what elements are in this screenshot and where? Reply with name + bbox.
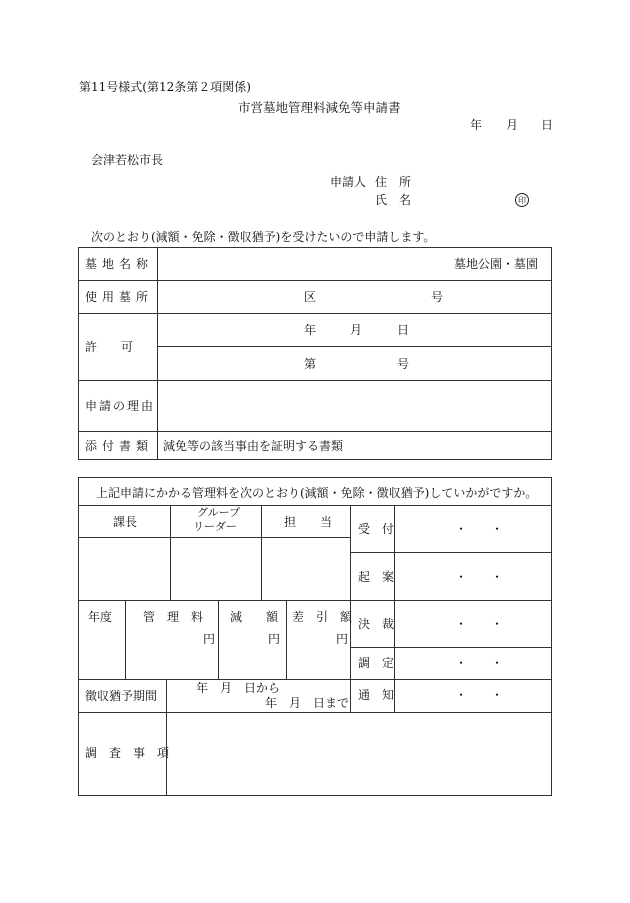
permit-label: 許 可 (85, 340, 134, 354)
drafted-label: 起 案 (358, 570, 395, 584)
permit-month: 月 (350, 323, 363, 337)
deferral-from: 年 月 日から (196, 681, 281, 695)
reason-label: 申請の理由 (85, 399, 156, 413)
balance-yen: 円 (336, 632, 349, 646)
reduction-header: 減 額 (230, 610, 279, 624)
plot-number: 号 (431, 290, 444, 304)
decided-date: ・ ・ (455, 617, 504, 631)
adjusted-label: 調 定 (358, 656, 395, 670)
date-day-label: 日 (541, 118, 554, 132)
management-fee-header: 管 理 料 (143, 610, 204, 624)
attachments-label: 添付書類 (85, 439, 154, 453)
date-year-label: 年 (470, 118, 483, 132)
management-fee-yen: 円 (203, 632, 216, 646)
group-leader-header-line1: グループ (197, 506, 241, 519)
permit-year: 年 (304, 323, 317, 337)
adjusted-date: ・ ・ (455, 656, 504, 670)
date-month-label: 月 (506, 118, 519, 132)
reduction-yen: 円 (268, 632, 281, 646)
application-table (78, 247, 552, 460)
fiscal-year-header: 年度 (88, 610, 113, 624)
balance-header: 差 引 額 (292, 610, 353, 624)
plot-label: 使用墓所 (85, 290, 154, 304)
received-date: ・ ・ (455, 522, 504, 536)
section-chief-header: 課長 (113, 515, 138, 529)
notified-date: ・ ・ (455, 688, 504, 702)
notified-label: 通 知 (358, 688, 395, 702)
permit-no-prefix: 第 (304, 357, 317, 371)
form-title: 市営墓地管理料減免等申請書 (238, 100, 401, 115)
cemetery-name-label: 墓地名称 (85, 257, 154, 271)
decided-label: 決 裁 (358, 617, 395, 631)
inquiry-sentence: 上記申請にかかる管理料を次のとおり(減額・免除・徴収猶予)していかがですか。 (96, 486, 538, 500)
address-label: 住 所 (375, 175, 412, 189)
intro-sentence: 次のとおり(減額・免除・徴収猶予)を受けたいので申請します。 (91, 230, 436, 244)
plot-ward: 区 (304, 290, 317, 304)
name-label: 氏 名 (375, 193, 412, 207)
cemetery-name-suffix: 墓地公園・墓園 (454, 257, 539, 271)
seal-mark: 印 (515, 193, 529, 207)
received-label: 受 付 (358, 522, 395, 536)
deferral-to: 年 月 日まで (265, 696, 350, 710)
investigation-label: 調 査 事 項 (85, 746, 170, 760)
staff-header: 担 当 (284, 515, 333, 529)
permit-no-suffix: 号 (397, 357, 410, 371)
attachments-value: 減免等の該当事由を証明する書類 (163, 439, 344, 453)
addressee: 会津若松市長 (91, 153, 164, 167)
permit-day: 日 (397, 323, 410, 337)
drafted-date: ・ ・ (455, 570, 504, 584)
applicant-label: 申請人 (330, 175, 367, 189)
form-number: 第11号様式(第12条第２項関係) (79, 80, 251, 94)
deferral-period-label: 徴収猶予期間 (85, 689, 158, 703)
group-leader-header-line2: リーダー (193, 520, 237, 533)
